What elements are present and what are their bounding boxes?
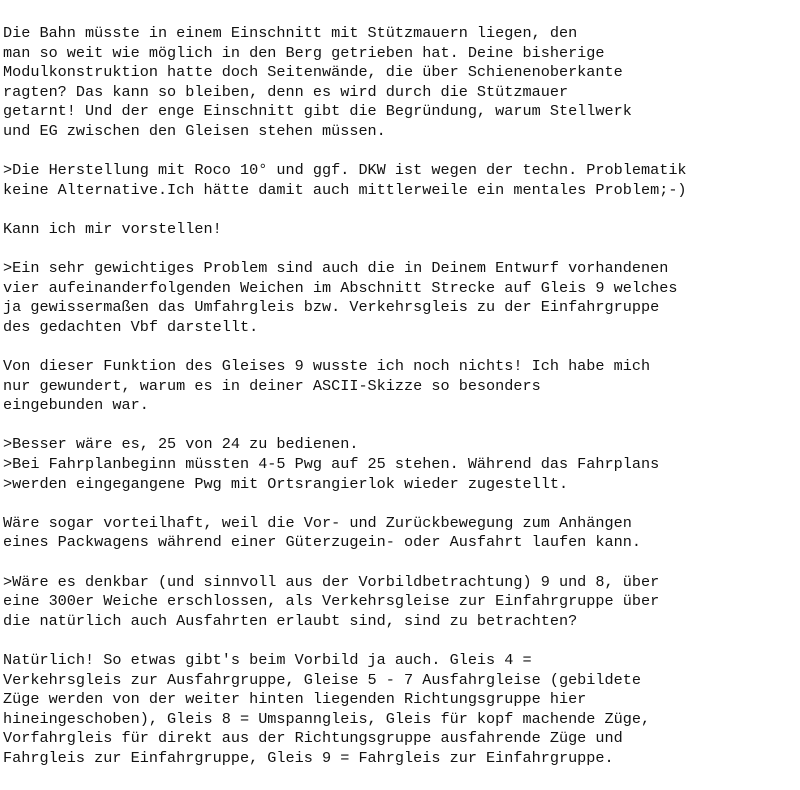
text-line: nur gewundert, warum es in deiner ASCII-Skizze so besonders (3, 376, 541, 395)
text-line: Wäre sogar vorteilhaft, weil die Vor- und Zurückbewegung zum Anhängen (3, 513, 632, 532)
paragraph (3, 651, 800, 769)
text-line: >Die Herstellung mit Roco 10° und ggf. DKW ist wegen der techn. Problematik (3, 161, 687, 180)
paragraph (3, 24, 800, 142)
paragraph (3, 220, 800, 240)
text-line: getarnt! Und der enge Einschnitt gibt die Begründung, warum Stellwerk (3, 102, 632, 121)
text-line: Verkehrsgleis zur Ausfahrgruppe, Gleise 5 - 7 Ausfahrgleise (gebildete (3, 670, 641, 689)
paragraph (3, 259, 800, 337)
text-line: Fahrgleis zur Einfahrgruppe, Gleis 9 = Fahrgleis zur Einfahrgruppe. (3, 748, 614, 767)
text-line: ragten? Das kann so bleiben, denn es wird durch die Stützmauer (3, 82, 569, 101)
text-line: >werden eingegangene Pwg mit Ortsrangierlok wieder zugestellt. (3, 474, 569, 493)
text-line: ja gewissermaßen das Umfahrgleis bzw. Verkehrsgleis zu der Einfahrgruppe (3, 298, 660, 317)
text-line: eingebunden war. (3, 396, 149, 415)
text-line: und EG zwischen den Gleisen stehen müssen. (3, 121, 386, 140)
text-line: Vorfahrgleis für direkt aus der Richtungsgruppe ausfahrende Züge und (3, 729, 623, 748)
paragraph (3, 161, 800, 200)
paragraph (3, 357, 800, 416)
text-line: hineingeschoben), Gleis 8 = Umspanngleis, Gleis für kopf machende Züge, (3, 709, 651, 728)
text-line: eine 300er Weiche erschlossen, als Verkehrsgleise zur Einfahrgruppe über (3, 592, 660, 611)
text-line: des gedachten Vbf darstellt. (3, 317, 259, 336)
text-line: Natürlich! So etwas gibt's beim Vorbild ja auch. Gleis 4 = (3, 651, 532, 669)
text-line: Modulkonstruktion hatte doch Seitenwände, die über Schienenoberkante (3, 63, 623, 82)
text-line: Züge werden von der weiter hinten liegenden Richtungsgruppe hier (3, 690, 587, 709)
text-line: >Wäre es denkbar (und sinnvoll aus der Vorbildbetrachtung) 9 und 8, über (3, 572, 660, 591)
paragraph (3, 573, 800, 632)
text-line: die natürlich auch Ausfahrten erlaubt sind, sind zu betrachten? (3, 611, 578, 630)
text-line: keine Alternative.Ich hätte damit auch mittlerweile ein mentales Problem;-) (3, 180, 687, 199)
text-line: Von dieser Funktion des Gleises 9 wusste ich noch nichts! Ich habe mich (3, 357, 651, 376)
paragraph (3, 435, 800, 494)
text-line: eines Packwagens während einer Güterzugein- oder Ausfahrt laufen kann. (3, 533, 641, 552)
text-line: >Bei Fahrplanbeginn müssten 4-5 Pwg auf 25 stehen. Während das Fahrplans (3, 455, 660, 474)
text-line: >Ein sehr gewichtiges Problem sind auch die in Deinem Entwurf vorhandenen (3, 259, 669, 278)
text-line: Kann ich mir vorstellen! (3, 219, 222, 238)
text-line: >Besser wäre es, 25 von 24 zu bedienen. (3, 435, 359, 454)
text-line: vier aufeinanderfolgenden Weichen im Abschnitt Strecke auf Gleis 9 welches (3, 278, 678, 297)
paragraph (3, 514, 800, 553)
text-line: Die Bahn müsste in einem Einschnitt mit Stützmauern liegen, den (3, 24, 578, 42)
text-line: man so weit wie möglich in den Berg getrieben hat. Deine bisherige (3, 43, 605, 62)
